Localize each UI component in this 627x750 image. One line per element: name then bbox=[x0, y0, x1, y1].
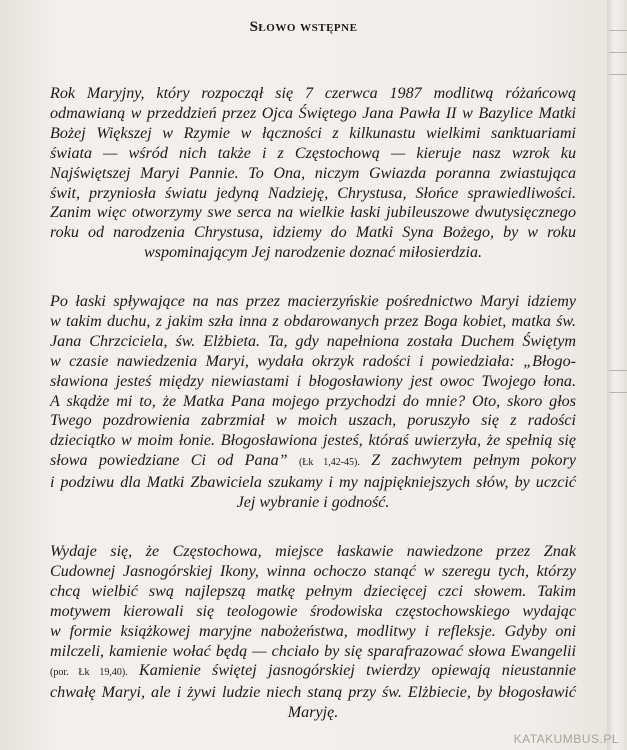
text-line: w formie książkowej maryjne nabożeństwa, modlitwy i refleksje. Gdyby oni bbox=[50, 622, 576, 640]
text-line: i podziwu dla Matki Zbawiciela szukamy i my najpiękniejszych słów, by uczcić bbox=[50, 474, 576, 492]
text-line: Maryję. bbox=[287, 704, 339, 722]
watermark: KATAKUMBUS.PL bbox=[513, 732, 619, 746]
edge-text-trace bbox=[609, 52, 627, 53]
text-fragment: Z zachwytem pełnym pokory bbox=[371, 452, 576, 470]
text-line: Cudownej Jasnogórskiej Ikony, winna ochoczo stanąć w szeregu tych, którzy bbox=[50, 562, 576, 580]
edge-text-trace bbox=[609, 370, 627, 371]
text-line-with-reference bbox=[50, 451, 576, 473]
paragraph-3 bbox=[50, 542, 576, 723]
text-line: sławiona jesteś między niewiastami i błogosławiony jest owoc Twojego łona. bbox=[50, 372, 576, 390]
text-line: Twego pozdrowienia zabrzmiał w moich uszach, poruszyło się z radości bbox=[50, 412, 576, 430]
text-line: odmawianą w przeddzień przez Ojca Świętego Jana Pawła II w Bazylice Matki bbox=[50, 104, 576, 122]
page-heading: Słowo wstępne bbox=[249, 19, 358, 35]
text-line: chwałę Maryi, ale i żywi ludzie niech staną przy św. Elżbiecie, by błogosławić bbox=[50, 684, 576, 702]
text-line: Po łaski spływające na nas przez macierzyńskie pośrednictwo Maryi idziemy bbox=[50, 293, 576, 310]
text-line: w takim duchu, z jakim szła inna z obdarowanych przez Boga kobiet, matka św. bbox=[50, 312, 576, 330]
bible-reference: (Łk 1,42-45). bbox=[298, 457, 360, 469]
paragraph-2 bbox=[50, 292, 576, 513]
facing-page-edge bbox=[607, 0, 627, 750]
edge-text-trace bbox=[609, 392, 627, 393]
text-line-with-reference bbox=[50, 661, 576, 683]
text-fragment: słowa powiedziane Ci od Pana” bbox=[50, 452, 288, 470]
text-line: chcą wielbić swą najlepszą matkę pełnym dziecięcej czci słowem. Takim bbox=[50, 582, 576, 600]
bible-reference: (por. Łk 19,40). bbox=[50, 667, 128, 679]
edge-text-trace bbox=[609, 74, 627, 75]
text-line: Zanim więc otworzymy swe serca na wielkie łaski jubileuszowe dwutysięcznego bbox=[50, 204, 576, 222]
text-line: świt, przyniosła światu jedyną Nadzieję, Chrystusa, Słońce sprawiedliwości. bbox=[50, 184, 576, 202]
text-line: A skądże mi to, że Matka Pana mojego przychodzi do mnie? Oto, skoro głos bbox=[50, 392, 576, 410]
text-line: roku od narodzenia Chrystusa, idziemy do Matki Syna Bożego, by w roku bbox=[50, 224, 576, 242]
text-line: Jej wybranie i godność. bbox=[236, 494, 390, 512]
text-line: świata — wśród nich także i z Częstochową — kieruje nasz wzrok ku bbox=[50, 144, 576, 162]
text-line: Jana Chrzciciela, św. Elżbieta. Ta, gdy napełniona została Duchem Świętym bbox=[50, 332, 576, 350]
text-line: motywem kierowali się teologowie środowiska częstochowskiego wydając bbox=[50, 602, 576, 620]
text-line: milczeli, kamienie wołać będą — chciało by się sparafrazować słowa Ewangelii bbox=[50, 642, 576, 660]
text-line: w czasie nawiedzenia Maryi, wydała okrzyk radości i powiedziała: „Błogo- bbox=[50, 352, 576, 370]
edge-text-trace bbox=[609, 30, 627, 31]
text-fragment: Kamienie świętej jasnogórskiej twierdzy opiewają nieustannie bbox=[139, 662, 576, 680]
text-line: Rok Maryjny, który rozpoczął się 7 czerwca 1987 modlitwą różańcową bbox=[50, 85, 576, 102]
text-line: dzieciątko w moim łonie. Błogosławiona jesteś, któraś uwierzyła, że spełnią się bbox=[50, 432, 576, 450]
text-line: wspominającym Jej narodzenie doznać miłosierdzia. bbox=[143, 244, 483, 262]
text-line: Wydaje się, że Częstochowa, miejsce łaskawie nawiedzone przez Znak bbox=[50, 543, 576, 560]
paragraph-1 bbox=[50, 84, 576, 263]
text-line: Najświętszej Maryi Pannie. To Ona, niczym Gwiazda poranna zwiastująca bbox=[50, 164, 576, 182]
text-line: Bożej Większej w Rzymie w łączności z kilkunastu wielkimi sanktuariami bbox=[50, 124, 576, 142]
